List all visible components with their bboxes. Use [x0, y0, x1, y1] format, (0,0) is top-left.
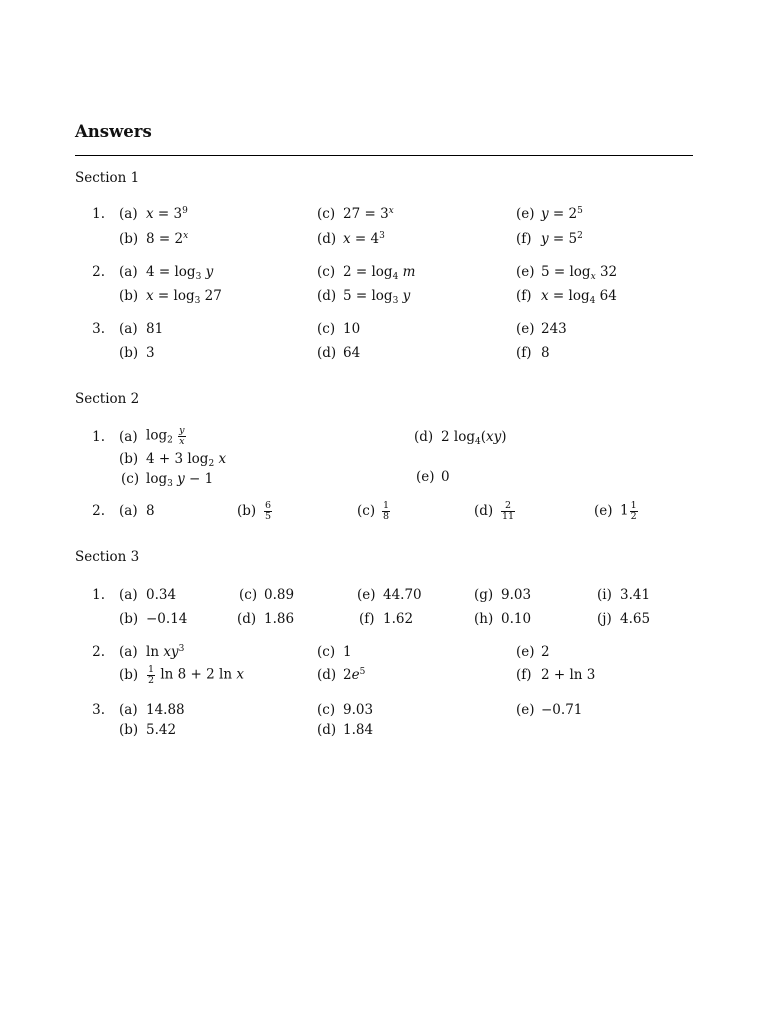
- s1-q2-a-answer: $4 = \log_3 y$: [146, 264, 214, 282]
- s1-q1-f-label: (f): [516, 231, 532, 247]
- s2-q2-b-label: (b): [237, 503, 257, 519]
- s1-q3-b-answer: 3: [146, 345, 155, 361]
- s3-q3-d-answer: 1.84: [343, 722, 374, 738]
- s2-q2-e-label: (e): [594, 503, 613, 519]
- page-title: Answers: [75, 122, 152, 141]
- s3-q1-number: 1.: [92, 587, 105, 603]
- s1-q3-b-label: (b): [119, 345, 139, 361]
- s2-q1-e-answer: 0: [441, 469, 450, 485]
- s1-q3-a-answer: 81: [146, 321, 164, 337]
- s1-q1-b-label: (b): [119, 231, 139, 247]
- s3-q1-c-answer: 0.89: [264, 587, 295, 603]
- s1-q1-e-answer: $y = 2^5$: [541, 206, 583, 222]
- s3-q2-f-answer: 2 + ln 3: [541, 667, 596, 683]
- section-2-heading: Section 2: [75, 391, 140, 407]
- s2-q2-d-label: (d): [474, 503, 494, 519]
- s3-q1-c-label: (c): [239, 587, 258, 603]
- s3-q1-j-answer: 4.65: [620, 611, 651, 627]
- section-1-heading: Section 1: [75, 170, 140, 186]
- s1-q3-c-answer: 10: [343, 321, 361, 337]
- s3-q2-f-label: (f): [516, 667, 532, 683]
- s3-q1-e-label: (e): [357, 587, 376, 603]
- s1-q1-number: 1.: [92, 206, 105, 222]
- s3-q1-g-answer: 9.03: [501, 587, 532, 603]
- s1-q1-d-label: (d): [317, 231, 337, 247]
- s3-q1-f-label: (f): [359, 611, 375, 627]
- s3-q3-e-answer: −0.71: [541, 702, 583, 718]
- s1-q3-f-answer: 8: [541, 345, 550, 361]
- s2-q1-d-label: (d): [414, 429, 434, 445]
- s1-q3-c-label: (c): [317, 321, 336, 337]
- s2-q2-c-answer: $\frac{1}{8}$: [383, 500, 390, 522]
- s1-q3-number: 3.: [92, 321, 105, 337]
- s1-q2-d-label: (d): [317, 288, 337, 304]
- s2-q1-b-answer: 4 + 3 $\log_2 x$: [146, 451, 227, 469]
- s3-q1-e-answer: 44.70: [383, 587, 422, 603]
- s3-q3-a-answer: 14.88: [146, 702, 185, 718]
- s1-q2-number: 2.: [92, 264, 105, 280]
- s3-q1-g-label: (g): [474, 587, 494, 603]
- s3-q2-b-label: (b): [119, 667, 139, 683]
- s2-q1-c-answer: $\log_3 y - 1$: [146, 471, 214, 489]
- s3-q1-b-answer: −0.14: [146, 611, 188, 627]
- s1-q1-a-label: (a): [119, 206, 138, 222]
- s1-q3-f-label: (f): [516, 345, 532, 361]
- s3-q2-a-answer: $\ln xy^3$: [146, 644, 185, 660]
- title-rule: [75, 155, 693, 156]
- s3-q2-e-label: (e): [516, 644, 535, 660]
- section-3-heading: Section 3: [75, 549, 140, 565]
- s3-q1-i-label: (i): [597, 587, 612, 603]
- s1-q2-b-label: (b): [119, 288, 139, 304]
- s3-q2-d-answer: $2e^5$: [343, 667, 366, 683]
- s2-q2-a-label: (a): [119, 503, 138, 519]
- s1-q2-f-answer: $x = \log_4 64$: [541, 288, 617, 306]
- s3-q2-d-label: (d): [317, 667, 337, 683]
- s2-q1-d-answer: 2 $\log_4(xy)$: [441, 429, 507, 447]
- s3-q1-a-answer: 0.34: [146, 587, 177, 603]
- s3-q3-d-label: (d): [317, 722, 337, 738]
- s3-q3-number: 3.: [92, 702, 105, 718]
- s2-q1-a-label: (a): [119, 429, 138, 445]
- s2-q2-a-answer: 8: [146, 503, 155, 519]
- s1-q2-c-answer: $2 = \log_4 m$: [343, 264, 416, 282]
- s3-q2-e-answer: 2: [541, 644, 550, 660]
- s3-q1-j-label: (j): [597, 611, 612, 627]
- s3-q2-c-label: (c): [317, 644, 336, 660]
- s3-q1-f-answer: 1.62: [383, 611, 414, 627]
- s1-q2-f-label: (f): [516, 288, 532, 304]
- s3-q2-number: 2.: [92, 644, 105, 660]
- s3-q2-c-answer: 1: [343, 644, 352, 660]
- s1-q1-c-label: (c): [317, 206, 336, 222]
- s2-q1-e-label: (e): [416, 469, 435, 485]
- s1-q2-e-answer: $5 = \log_x 32$: [541, 264, 618, 282]
- s1-q1-c-answer: $27 = 3^x$: [343, 206, 394, 222]
- s3-q1-b-label: (b): [119, 611, 139, 627]
- s3-q3-e-label: (e): [516, 702, 535, 718]
- s2-q2-c-label: (c): [357, 503, 376, 519]
- s3-q1-h-answer: 0.10: [501, 611, 532, 627]
- s1-q3-e-answer: 243: [541, 321, 567, 337]
- s2-q2-number: 2.: [92, 503, 105, 519]
- s2-q1-c-label: (c): [121, 471, 140, 487]
- s3-q3-b-answer: 5.42: [146, 722, 177, 738]
- s2-q2-e-answer: 1 $\frac{1}{2}$: [620, 500, 637, 522]
- s1-q1-f-answer: $y = 5^2$: [541, 231, 583, 247]
- s3-q2-b-answer: $\frac{1}{2}$ ln 8 + 2 ln x: [148, 664, 244, 686]
- s3-q1-d-label: (d): [237, 611, 257, 627]
- s1-q2-d-answer: $5 = \log_3 y$: [343, 288, 411, 306]
- s1-q2-a-label: (a): [119, 264, 138, 280]
- s3-q2-a-label: (a): [119, 644, 138, 660]
- s3-q1-d-answer: 1.86: [264, 611, 295, 627]
- s3-q3-b-label: (b): [119, 722, 139, 738]
- s1-q1-b-answer: $8 = 2^x$: [146, 231, 189, 247]
- s2-q2-b-answer: $\frac{6}{5}$: [265, 500, 272, 522]
- s3-q1-h-label: (h): [474, 611, 494, 627]
- s1-q2-c-label: (c): [317, 264, 336, 280]
- s1-q3-e-label: (e): [516, 321, 535, 337]
- s2-q1-number: 1.: [92, 429, 105, 445]
- s1-q1-e-label: (e): [516, 206, 535, 222]
- s3-q1-i-answer: 3.41: [620, 587, 651, 603]
- s3-q1-a-label: (a): [119, 587, 138, 603]
- s3-q3-c-answer: 9.03: [343, 702, 374, 718]
- s1-q1-a-answer: $x = 3^9$: [146, 206, 188, 222]
- s1-q1-d-answer: $x = 4^3$: [343, 231, 385, 247]
- s1-q2-e-label: (e): [516, 264, 535, 280]
- s3-q3-a-label: (a): [119, 702, 138, 718]
- s2-q2-d-answer: $\frac{2}{11}$: [502, 500, 515, 522]
- s2-q1-a-answer: $\log_2$ $\frac{y}{x}$: [146, 425, 185, 447]
- s2-q1-b-label: (b): [119, 451, 139, 467]
- s1-q3-d-answer: 64: [343, 345, 361, 361]
- s1-q2-b-answer: $x = \log_3 27$: [146, 288, 222, 306]
- s1-q3-a-label: (a): [119, 321, 138, 337]
- s3-q3-c-label: (c): [317, 702, 336, 718]
- s1-q3-d-label: (d): [317, 345, 337, 361]
